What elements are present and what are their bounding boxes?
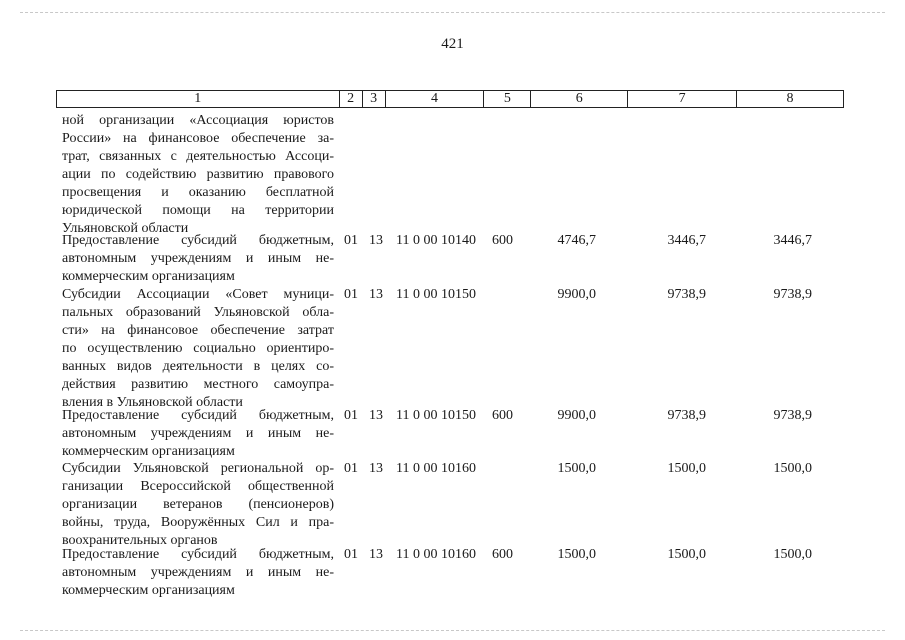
row-description xyxy=(62,286,334,412)
row-description xyxy=(62,460,334,550)
code-section: 13 xyxy=(369,287,383,302)
code-section: 13 xyxy=(369,233,383,248)
amount-col-7: 3446,7 xyxy=(667,233,706,248)
code-target-article: 11 0 00 10150 xyxy=(396,408,476,423)
header-col-7: 7 xyxy=(628,91,737,108)
description-line: Предоставление субсидий бюджетным, xyxy=(62,233,334,248)
description-line: Ульяновской области xyxy=(62,221,189,236)
header-row xyxy=(57,91,844,108)
description-line: ной организации «Ассоциация юристов xyxy=(62,113,334,128)
code-target-article: 11 0 00 10150 xyxy=(396,287,476,302)
row-description xyxy=(62,546,334,600)
description-line: Субсидии Ульяновской региональной ор- xyxy=(62,461,334,476)
code-target-article: 11 0 00 10160 xyxy=(396,547,476,562)
amount-col-7: 1500,0 xyxy=(667,461,706,476)
code-section: 13 xyxy=(369,547,383,562)
description-line: ганизации Всероссийской общественной xyxy=(62,479,334,494)
row-description xyxy=(62,112,334,238)
description-line: коммерческим организациям xyxy=(62,269,235,284)
header-col-5: 5 xyxy=(484,91,531,108)
description-line: автономным учреждениям и иным не- xyxy=(62,426,334,441)
amount-col-7: 1500,0 xyxy=(667,547,706,562)
description-line: просвещения и оказанию бесплатной xyxy=(62,185,334,200)
code-ministry: 01 xyxy=(344,287,358,302)
amount-col-6: 4746,7 xyxy=(557,233,596,248)
code-target-article: 11 0 00 10160 xyxy=(396,461,476,476)
header-col-1: 1 xyxy=(57,91,340,108)
description-line: Предоставление субсидий бюджетным, xyxy=(62,408,334,423)
amount-col-8: 1500,0 xyxy=(773,547,812,562)
amount-col-7: 9738,9 xyxy=(667,287,706,302)
row-description xyxy=(62,407,334,461)
header-col-6: 6 xyxy=(531,91,628,108)
description-line: ванных видов деятельности в целях со- xyxy=(62,359,334,374)
description-line: по осуществлению социально ориентиро- xyxy=(62,341,334,356)
header-col-8: 8 xyxy=(737,91,844,108)
description-line: трат, связанных с деятельностью Ассоци- xyxy=(62,149,334,164)
scan-edge-top xyxy=(20,12,885,13)
code-section: 13 xyxy=(369,461,383,476)
description-line: воохранительных органов xyxy=(62,533,218,548)
amount-col-8: 9738,9 xyxy=(773,408,812,423)
description-line: автономным учреждениям и иным не- xyxy=(62,565,334,580)
amount-col-6: 1500,0 xyxy=(557,461,596,476)
header-col-4: 4 xyxy=(385,91,484,108)
code-expense-type: 600 xyxy=(492,233,513,248)
code-ministry: 01 xyxy=(344,547,358,562)
amount-col-8: 3446,7 xyxy=(773,233,812,248)
amount-col-7: 9738,9 xyxy=(667,408,706,423)
description-line: Субсидии Ассоциации «Совет муници- xyxy=(62,287,334,302)
scan-edge-bottom xyxy=(20,630,885,631)
description-line: автономным учреждениям и иным не- xyxy=(62,251,334,266)
page-number: 421 xyxy=(441,36,464,52)
code-section: 13 xyxy=(369,408,383,423)
row-description xyxy=(62,232,334,286)
amount-col-8: 1500,0 xyxy=(773,461,812,476)
code-ministry: 01 xyxy=(344,408,358,423)
description-line: действия развитию местного самоупра- xyxy=(62,377,334,392)
description-line: пальных образований Ульяновской обла- xyxy=(62,305,334,320)
column-number-header xyxy=(56,90,844,108)
amount-col-6: 9900,0 xyxy=(557,408,596,423)
code-ministry: 01 xyxy=(344,233,358,248)
description-line: сти» на финансовое обеспечение затрат xyxy=(62,323,334,338)
description-line: организации ветеранов (пенсионеров) xyxy=(62,497,334,512)
code-expense-type: 600 xyxy=(492,408,513,423)
amount-col-6: 1500,0 xyxy=(557,547,596,562)
description-line: коммерческим организациям xyxy=(62,444,235,459)
header-col-2: 2 xyxy=(339,91,362,108)
amount-col-6: 9900,0 xyxy=(557,287,596,302)
code-expense-type: 600 xyxy=(492,547,513,562)
code-ministry: 01 xyxy=(344,461,358,476)
description-line: коммерческим организациям xyxy=(62,583,235,598)
description-line: вления в Ульяновской области xyxy=(62,395,243,410)
description-line: Предоставление субсидий бюджетным, xyxy=(62,547,334,562)
header-col-3: 3 xyxy=(362,91,385,108)
description-line: России» на финансовое обеспечение за- xyxy=(62,131,334,146)
description-line: войны, труда, Вооружённых Сил и пра- xyxy=(62,515,334,530)
amount-col-8: 9738,9 xyxy=(773,287,812,302)
code-target-article: 11 0 00 10140 xyxy=(396,233,476,248)
description-line: юридической помощи на территории xyxy=(62,203,334,218)
description-line: ации по содействию развитию правового xyxy=(62,167,334,182)
